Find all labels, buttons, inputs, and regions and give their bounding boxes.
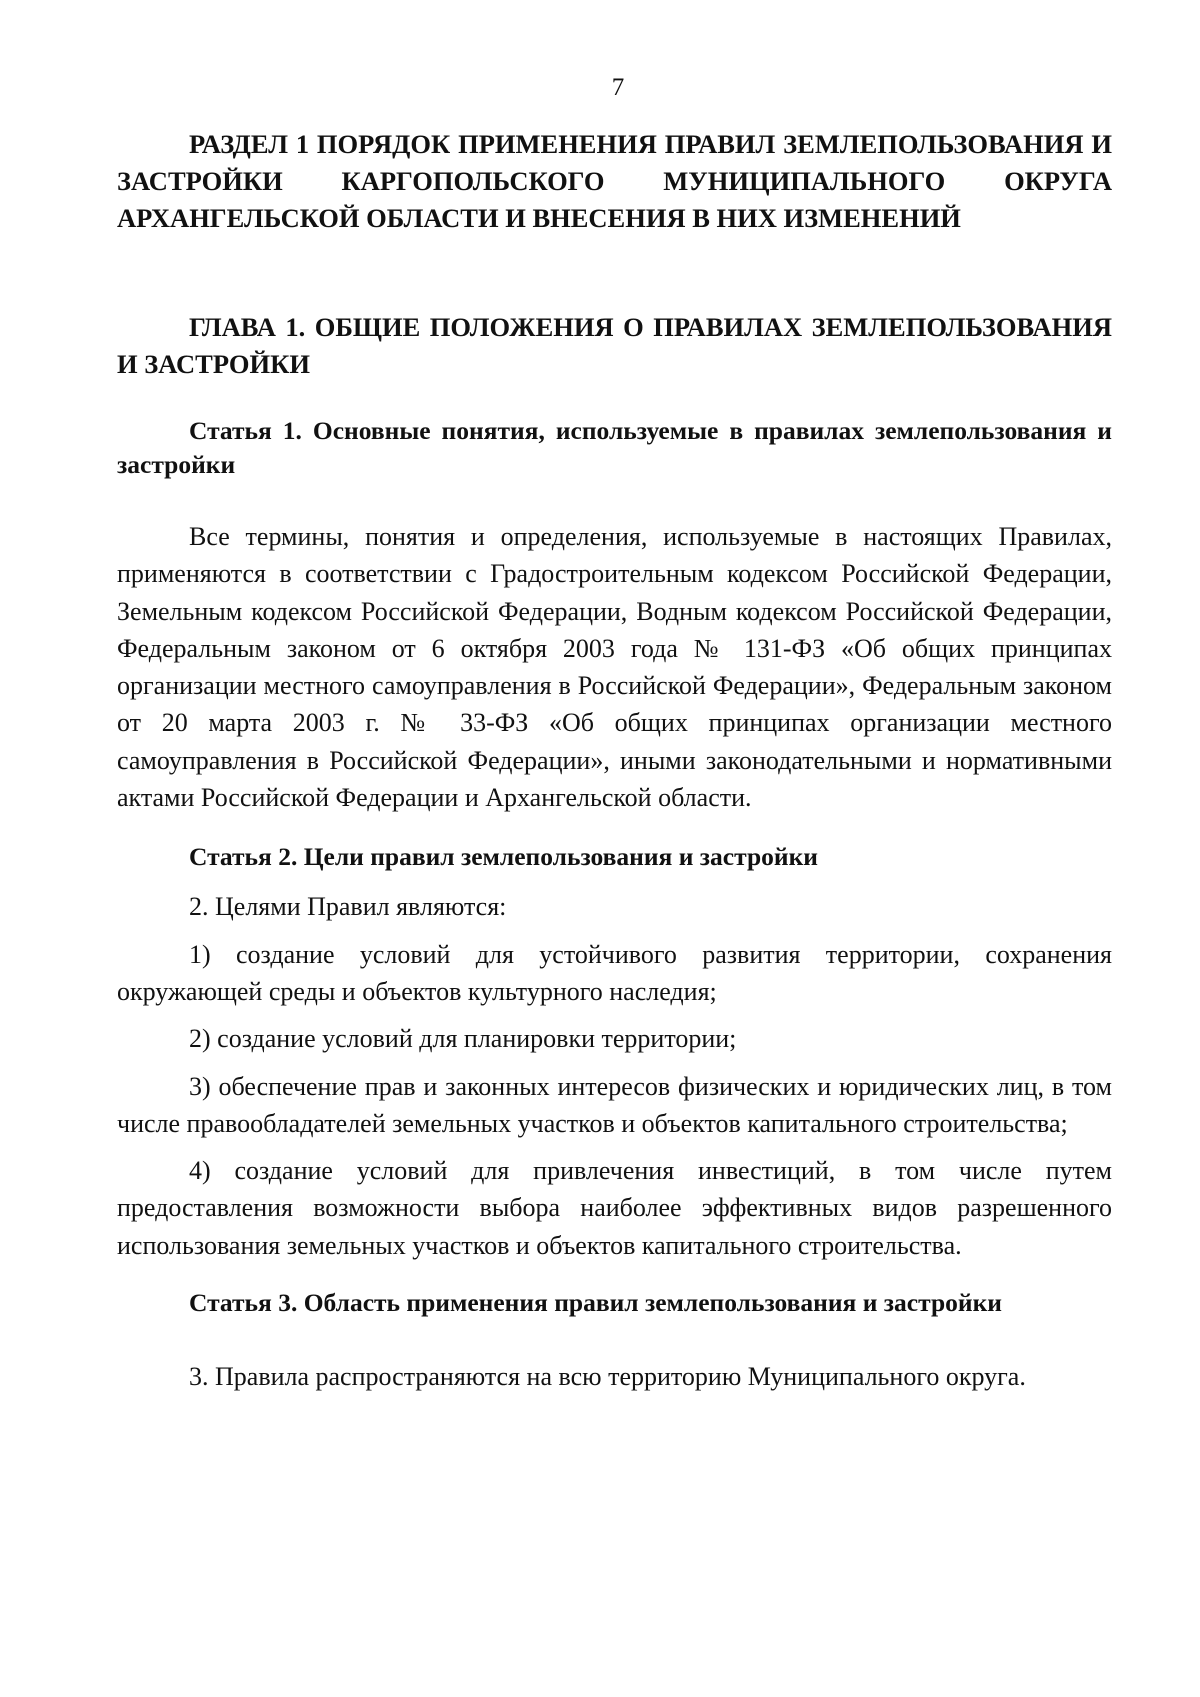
article-2-intro: 2. Целями Правил являются: (189, 892, 507, 922)
page-number: 7 (611, 74, 625, 101)
section-heading: РАЗДЕЛ 1 ПОРЯДОК ПРИМЕНЕНИЯ ПРАВИЛ ЗЕМЛЕПОЛЬЗОВАНИЯ И ЗАСТРОЙКИ КАРГОПОЛЬСКОГО МУНИЦИПАЛЬНОГО ОКРУГА АРХАНГЕЛЬСКОЙ ОБЛАСТИ И ВНЕСЕНИЯ В НИХ ИЗМЕНЕНИЙ (117, 129, 1112, 233)
article-2-item: 4) создание условий для привлечения инвестиций, в том числе путем предоставления возможности выбора наиболее эффективных видов разрешенного использования земельных участков и объектов капитального строительства. (117, 1156, 1112, 1260)
article-3-paragraph: 3. Правила распространяются на всю территорию Муниципального округа. (189, 1362, 1026, 1392)
article-2-item: 2) создание условий для планировки территории; (189, 1024, 737, 1054)
article-2-heading: Статья 2. Цели правил землепользования и застройки (189, 842, 818, 872)
article-3-heading: Статья 3. Область применения правил землепользования и застройки (189, 1288, 1002, 1318)
article-2-item: 3) обеспечение прав и законных интересов физических и юридических лиц, в том числе правообладателей земельных участков и объектов капитального строительства; (117, 1071, 1112, 1138)
document-body (117, 126, 1112, 1405)
chapter-heading: ГЛАВА 1. ОБЩИЕ ПОЛОЖЕНИЯ О ПРАВИЛАХ ЗЕМЛЕПОЛЬЗОВАНИЯ И ЗАСТРОЙКИ (117, 312, 1112, 379)
article-2-item: 1) создание условий для устойчивого развития территории, сохранения окружающей среды и объектов культурного наследия; (117, 939, 1112, 1006)
article-1-heading: Статья 1. Основные понятия, используемые в правилах землепользования и застройки (117, 416, 1112, 479)
article-1-paragraph: Все термины, понятия и определения, используемые в настоящих Правилах, применяются в соответствии с Градостроительным кодексом Российской Федерации, Земельным кодексом Российской Федерации, Водным кодексом Российской Федерации, Федеральным законом от 6 октября 2003 года № 131-ФЗ «Об общих принципах организации местного самоуправления в Российской Федерации», Федеральным законом от 20 марта 2003 г. № 33-ФЗ «Об общих принципах организации местного самоуправления в Российской Федерации», иными законодательными и нормативными актами Российской Федерации и Архангельской области. (117, 522, 1112, 813)
